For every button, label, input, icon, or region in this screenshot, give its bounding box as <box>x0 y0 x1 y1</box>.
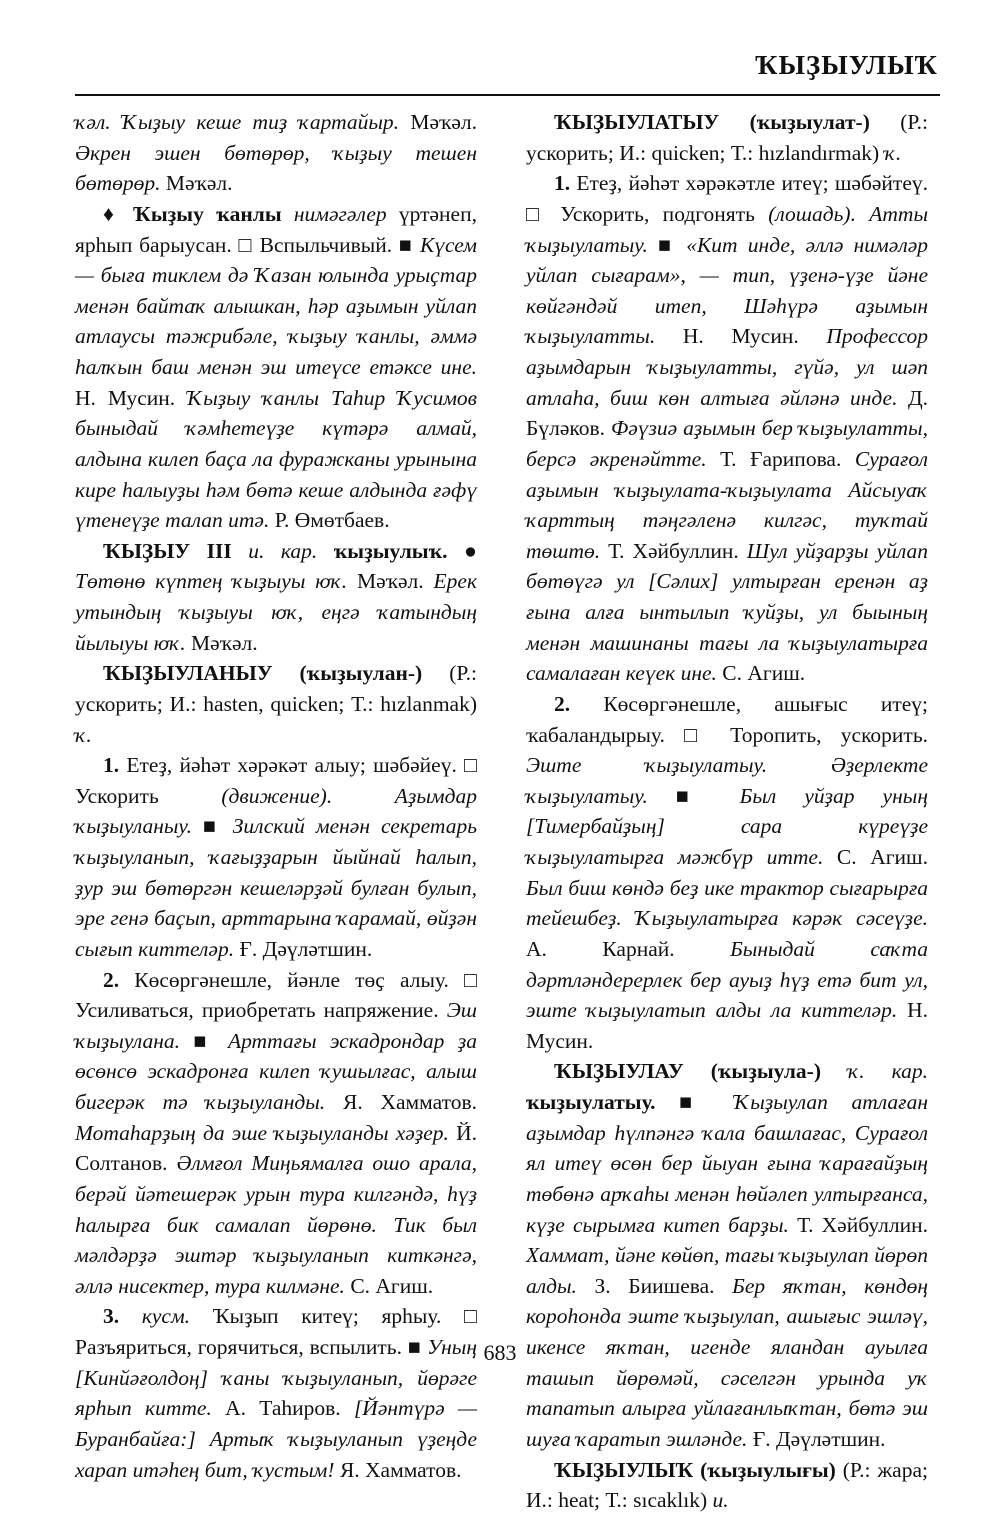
definition-text: Мәҡәл. <box>160 171 233 196</box>
definition-text: А. Таһиров. <box>211 1396 354 1421</box>
definition-text: С. Агиш. <box>344 1273 434 1298</box>
definition-text: Н. Мусин. <box>526 998 928 1053</box>
definition-text: Ғ. Дәүләтшин. <box>234 936 373 961</box>
definition-text: С. Агиш. <box>716 661 806 686</box>
definition-text: Д. Бүләков. <box>526 385 928 441</box>
example-text: «Кит инде, әллә нимәләр уйлап сығарам», — тип, үҙенә-үҙе йәне көйгәндәй итеп, Шәһүрә аҙымын ҡыҙыулатты. <box>526 232 928 349</box>
example-text: Профессор аҙымдарын ҡыҙыулатты, гүйә, ул шәп атлаһа, биш көн алтыға әйләнә инде. <box>526 324 928 410</box>
example-text: Әкрен эшен бөтөрөр, ҡыҙыу тешен бөтөрөр. <box>75 140 477 196</box>
definition-text: ■ <box>647 232 687 257</box>
example-text: Был уйҙар уның [Тимербайҙың] сара күреүҙе ҡыҙыулатырға мәжбүр итте. <box>526 783 928 869</box>
definition-text: Т. Ғарипова. <box>706 446 855 471</box>
definition-text: Мәҡәл. <box>347 569 434 594</box>
headword: 3. <box>103 1304 120 1329</box>
definition-text: Я. Хамматов. <box>325 1090 477 1114</box>
dictionary-paragraph <box>75 965 477 1302</box>
example-text: Ерек утындың ҡыҙыуы юҡ, еңгә ҡатындың йылыуы юҡ. <box>75 569 477 655</box>
definition-text: Я. Хамматов. <box>334 1457 462 1482</box>
example-text: Эш ҡыҙыулана. <box>75 998 477 1053</box>
definition-text: З. Биишева. <box>576 1273 733 1298</box>
dictionary-paragraph <box>526 107 928 168</box>
page-number: 683 <box>483 1340 517 1365</box>
headword: 1. <box>103 753 120 778</box>
example-text: ҡәл. Ҡыҙыу кеше тиҙ ҡартайыр. <box>75 110 400 134</box>
definition-text: ● <box>447 538 477 563</box>
example-text: [Йәнтүрә — Буранбайға:] Артыҡ ҡыҙыуланып үҙеңде харап итәһең бит, ҡустым! <box>75 1396 477 1482</box>
grammar-label: ҡ. <box>884 140 902 165</box>
left-column <box>75 107 477 1485</box>
definition-text: Мәҡәл. <box>185 630 258 655</box>
headword: ҠЫҘЫУЛАУ (ҡыҙыула-) <box>554 1059 821 1084</box>
right-column <box>526 107 928 1516</box>
example-text: Уның [Кинйәғолдоң] ҡаны ҡыҙыуланып, йөрәге ярһып китте. <box>75 1335 477 1421</box>
definition-text: Көсөргәнешле, ашығыс итеү; ҡабаландырыу. □ Торопить, ускорить. <box>526 691 928 747</box>
example-text: Зилский менән секретарь ҡыҙыуланып, ҡағыҙҙарын йыйнай һалып, ҙур эш бөтөргән кешеләрҙәй булған булып, эре генә баҫып, арттарына ҡарамай, өйҙән сығып киттеләр. <box>75 814 477 961</box>
grammar-label: ҡ. <box>75 722 92 747</box>
example-text: Был биш көндә беҙ ике трактор сығарырға тейешбеҙ. Ҡыҙыулатырға кәрәк сәсеүҙе. <box>526 875 928 931</box>
grammar-label: ҡ. кар. <box>820 1059 928 1084</box>
definition-text: Т. Хәйбуллин. <box>788 1212 928 1237</box>
definition-text: ■ <box>647 783 740 808</box>
headword: ҠЫҘЫУ III <box>103 538 232 563</box>
example-text: Сурағол аҙымын ҡыҙыулата-ҡыҙыулата Айсыуаҡ ҡарттың тәңгәленә килгәс, туҡтай төштө. <box>526 446 928 563</box>
example-text: Бер яҡтан, көндөң короһонда эште ҡыҙыулап, ашығыс эшләү, икенсе яҡтан, игенде яландан ауылға ташып йөрөмәй, сәселгән урында уҡ тапатып алырға уйлағанлыҡтан, бөтә эш шуға ҡаратып эшләнде. <box>526 1273 928 1451</box>
running-header: ҠЫҘЫУЛЫҠ <box>755 50 938 80</box>
example-text: Ҡыҙыу ҡанлы Таһир Ҡусимов быныдай ҡәмһетеүҙе күтәрә алмай, алдына килеп баҫа ла фуражканы урынына кире һалыуҙы һәм бөтә кеше алдында ғәфү үтенеүҙе талап итә. <box>75 385 477 533</box>
headword: 2. <box>554 691 571 716</box>
definition-text: Мәҡәл. <box>399 110 477 134</box>
dictionary-paragraph <box>75 658 477 750</box>
headword: ҡыҙыулыҡ. <box>317 538 448 563</box>
example-text: Ҡыҙыулап атлаған аҙымдар һүлпәнгә ҡала башлағас, Сурағол ял итеү өсөн бер йыуан ғына ҡарағайҙың төбөнә арҡаһы менән һөйәлеп ултырғанса, күҙе сырымға китеп барҙы. <box>526 1090 928 1237</box>
example-text: Быныдай саҡта дәртләндерерлек бер ауыҙ һүҙ етә бит ул, эште ҡыҙыулатып алды ла киттеләр. <box>526 936 928 1023</box>
headword: ҡыҙыулатыу. <box>526 1090 656 1114</box>
example-text: Төтөнө күптең ҡыҙыуы юҡ. <box>75 569 348 594</box>
example-text: Әлмғол Миңьямалға ошо арала, берәй йәтешерәк урын тура килгәндә, һүҙ һалырға бик самалап йөрөнө. Тик был мәлдәрҙә эштәр ҡыҙыуланып киткәнгә, әллә нисектер, тура килмәне. <box>75 1151 477 1298</box>
definition-text: А. Карнай. <box>526 936 731 961</box>
definition-text: ■ <box>192 814 233 839</box>
dictionary-paragraph <box>526 1455 928 1516</box>
definition-text: Н. Мусин. <box>655 324 827 349</box>
example-text: Хаммат, йәне көйөп, тағы ҡыҙыулап йөрөп алды. <box>526 1243 928 1298</box>
headword: 2. <box>103 967 120 992</box>
example-text: Фәүзиә аҙымын бер ҡыҙыулатты, берсә әкренәйтте. <box>526 416 928 471</box>
definition-text: (Р.: жара; И.: heat; Т.: sıcaklık) <box>526 1457 928 1513</box>
example-text: (лошадь). Атты ҡыҙыулатыу. <box>526 201 929 257</box>
definition-text: Етеҙ, йәһәт хәрәкәтле итеү; шәбәйтеү. □ Ускорить, подгонять <box>526 171 928 226</box>
headword: ҠЫҘЫУЛЫҠ (ҡыҙыулығы) <box>554 1457 836 1482</box>
headword: ♦ Ҡыҙыу ҡанлы <box>103 201 282 226</box>
dictionary-paragraph <box>75 199 477 536</box>
example-text: Күсем — быға тиклем дә Ҡазан юлында урыҫтар менән байтаҡ алышкан, һәр аҙымын уйлап атлаусы тәжрибәле, ҡыҙыу ҡанлы, әммә һалҡын баш менән эш итеүсе етәксе ине. <box>75 232 477 379</box>
definition-text: Көсөргәнешле, йәнле төҫ алыу. □ Усиливаться, приобретать напряжение. <box>75 967 477 1023</box>
example-text: нимәгәлер <box>281 201 387 226</box>
dictionary-paragraph <box>75 750 477 964</box>
dictionary-paragraph <box>526 689 928 1057</box>
definition-text: Етеҙ, йәһәт хәрәкәт алыу; шәбәйеү. □ Ускорить <box>75 753 477 808</box>
dictionary-paragraph <box>526 1056 928 1454</box>
definition-text: Т. Хәйбуллин. <box>600 538 747 563</box>
grammar-label: и. <box>712 1488 729 1513</box>
example-text: Мотаһарҙың да эше ҡыҙыуланды хәҙер. <box>75 1120 449 1145</box>
dictionary-paragraph <box>75 107 477 199</box>
definition-text: Ҡыҙып китеү; ярһыу. □ Разъяриться, горячиться, вспылить. ■ <box>75 1304 477 1359</box>
headword: 1. <box>554 171 571 196</box>
definition-text: ■ <box>655 1090 735 1114</box>
definition-text: Р. Өмөтбаев. <box>269 508 390 533</box>
definition-text: (Р.: ускорить; И.: hasten, quicken; Т.: hızlanmak) <box>75 661 477 716</box>
definition-text: С. Агиш. <box>823 845 928 869</box>
example-text: Арттағы эскадрондар ҙа өсөнсө эскадронға килеп ҡушылғас, алыш бигерәк тә ҡыҙыуланды. <box>75 1028 477 1114</box>
grammar-label: кусм. <box>119 1304 191 1329</box>
headword: ҠЫҘЫУЛАНЫУ (ҡыҙыулан-) <box>103 661 423 686</box>
definition-text: Ғ. Дәүләтшин. <box>747 1426 886 1451</box>
example-text: Шул уйҙарҙы уйлап бөтөүгә ул [Сәлих] ултырған еренән аҙ ғына алға ынтылып ҡуйҙы, ул быының менән машинаны тағы ла ҡыҙыулатырға самалаған кеүек ине. <box>526 538 929 686</box>
example-text: Эште ҡыҙыулатыу. Әҙерлекте ҡыҙыулатыу. <box>526 753 928 808</box>
grammar-label: и. кар. <box>231 538 318 563</box>
dictionary-paragraph <box>526 168 928 689</box>
dictionary-paragraph <box>75 536 477 659</box>
dictionary-paragraph <box>75 1301 477 1485</box>
headword: ҠЫҘЫУЛАТЫУ (ҡыҙыулат-) <box>554 110 870 134</box>
definition-text: ■ <box>180 1028 228 1053</box>
definition-text: (Р.: ускорить; И.: quicken; Т.: hızlandırmak) <box>526 110 928 165</box>
example-text: (движение). Аҙымдар ҡыҙыуланыу. <box>75 783 477 839</box>
header-rule <box>75 94 940 96</box>
definition-text: үртәнеп, ярһып барыусан. □ Вспыльчивый. ■ <box>75 201 477 257</box>
definition-text: Н. Мусин. <box>75 385 188 410</box>
definition-text: Й. Солтанов. <box>75 1120 477 1176</box>
